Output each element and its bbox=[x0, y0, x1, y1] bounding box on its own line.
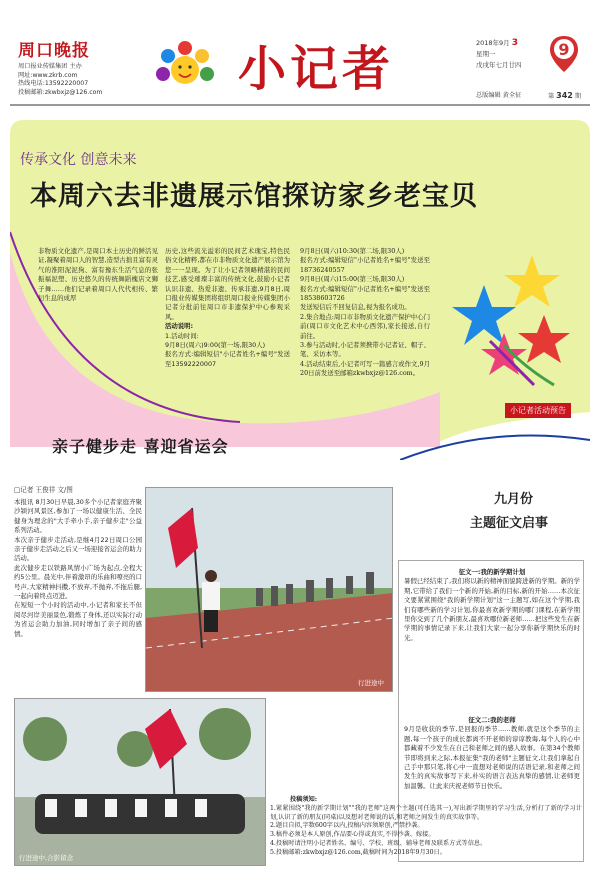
publisher: 周口报业传媒集团 主办 bbox=[18, 63, 82, 70]
signup-note: 发送短信后不回复信息,视为报名成功。 bbox=[300, 303, 411, 312]
essay-rule-1: 1.紧紧围绕"我的新学期计划""我的老师"这两个主题(可任选其一),写出新学期里的学习生活,分析打了新的学习计划,认识了新的朋友(同桌)以及想对老师说的话,和老师之间发生的真实故事等。 bbox=[270, 804, 582, 821]
essay-rule-3: 3.稿件必须是本人原创,作品要心得或真实,不得抄袭、嫁接。 bbox=[270, 831, 435, 839]
date-year-month: 2018年9月 bbox=[476, 39, 510, 47]
session-3: 9月8日(周六)15:00(第三场,限30人) bbox=[300, 275, 405, 284]
activity-time-label: 1.活动时间: bbox=[165, 331, 199, 340]
issue-suffix: 期 bbox=[574, 93, 582, 100]
top-headline: 本周六去非遗展示馆探访家乡老宝贝 bbox=[30, 181, 478, 212]
masthead-left bbox=[18, 36, 148, 97]
top-story-col1: 非物质文化遗产,是周口本土历史的鲜活见证,凝聚着周口人的智慧,造型古拙且富有灵气的淮阳泥泥狗、富有豫东生活气息的张振福泥塑、历史悠久的传统舞蹈槐店文狮子舞……他们记录着周口人代代相传、繁衍生息的成厚 bbox=[38, 247, 158, 303]
essay-rule-2: 2.题目自拟,字数600字以内,投稿内容须原创,严禁抄袭。 bbox=[270, 822, 424, 830]
walk-body bbox=[14, 498, 142, 639]
walk-photo-1 bbox=[145, 487, 393, 692]
page-badge-icon bbox=[548, 34, 580, 74]
essay-rule-4: 4.投稿时请注明小记者姓名、编号、学校、班级、辅导老师及联系方式等信息。 bbox=[270, 839, 487, 847]
editor: 总版编辑 黄全征 bbox=[476, 92, 522, 99]
essay-topic-1-title: 征文一:我的新学期计划 bbox=[458, 568, 526, 576]
section-title: 小记者 bbox=[238, 41, 395, 97]
walk-para-1: 本报讯 8月30日早晨,30多个小记者家庭齐聚沙颍河风景区,参加了一场以健康生活、全民健身为理念的"大手牵小手,亲子健步走"公益系列活动。 bbox=[14, 498, 142, 535]
essay-topic-2-title: 征文二:我的老师 bbox=[468, 716, 516, 724]
bring-items: 3.参与活动时,小记者须携带小记者证、帽子、笔、采访本等。 bbox=[300, 341, 430, 359]
essay-topic-1-body: 暑假已经结束了,我们将以新的精神面貌跨进新的学期。新的学期,它带给了我们一个新的开始,新的目标,新的开始……本次征文要紧紧围绕"我的新学期计划"这一主题写,如在这个学期,我们有哪些新的学习计划,你最喜欢新学期的哪门课程,在新学期里你交到了几个新朋友,最喜欢哪位新老师……把这些发生在新学期的事情记录下来,让我们大家一起分享你新学期快乐的时光。 bbox=[404, 577, 580, 642]
top-kicker: 传承文化 创意未来 bbox=[20, 152, 137, 168]
paper-logo: 周口晚报 bbox=[18, 41, 90, 61]
issue-number: 342 bbox=[556, 91, 573, 100]
header-divider bbox=[10, 104, 590, 106]
top-story-col2-text: 历史,这些流光溢彩的民间艺术瑰宝,特色民俗文化精粹,都在市非物质文化遗产展示馆为您一一呈现。为了让小记者领略精湛的民间技艺,感受璀璨丰富的传统文化,鼓励小记者认识非遗、热爱非遗、传承非遗,9月8日,周口报业传媒集团将组织周口报业传媒集团小记者分批前往周口市非遗保护中心参观采风。 bbox=[165, 247, 290, 321]
stars-icon bbox=[444, 245, 582, 395]
email: 投稿邮箱:zkwbxjz@126.com bbox=[18, 88, 103, 96]
walk-para-4: 在短短一个小时的活动中,小记者和家长不但阅尽河岸美丽景色,锻炼了身体,还以实际行动为省运会助力加油,同时增加了亲子间的感情。 bbox=[14, 601, 142, 638]
website: 网址:www.zkrb.com bbox=[18, 71, 78, 79]
walk-photo-2 bbox=[14, 698, 266, 866]
essay-header-1: 九月份 bbox=[494, 492, 534, 507]
session-2: 9月8日(周六)10:30(第二场,限30人) bbox=[300, 247, 405, 255]
photo-2-caption: 行进途中,合影留念 bbox=[19, 854, 74, 862]
photo-1-caption: 行进途中 bbox=[358, 679, 384, 687]
activity-time: 9月8日(周六)9:00(第一场,限30人) bbox=[165, 341, 266, 350]
essay-header-2: 主题征文启事 bbox=[470, 516, 549, 531]
essay-rules-title: 投稿须知: bbox=[290, 796, 318, 803]
date-day: 3 bbox=[511, 38, 519, 48]
essay-rule-5: 5.投稿邮箱:zkwbxjz@126.com,截稿时间为2018年9月30日。 bbox=[270, 848, 446, 856]
walk-byline: □记者 王俊祥 文/图 bbox=[14, 486, 73, 494]
essay-topic-2 bbox=[404, 716, 580, 791]
walk-para-3: 此次健步走以铁路风情小广场为起点,全程大约5公里。晨光中,伴着激昂的乐曲和嘹亮的口号声,大家精神抖擞,不放弃,不抛弃,不拖后腿,一起向着终点迈进。 bbox=[14, 563, 142, 601]
page-number: 9 bbox=[558, 40, 570, 59]
signup-info: 报名方式:编辑短信"小记者姓名+编号"发送至13592220007 bbox=[165, 350, 290, 368]
activity-tag: 小记者活动预告 bbox=[505, 403, 571, 418]
editor-line bbox=[476, 92, 546, 101]
issue-line bbox=[548, 92, 588, 102]
issue-prefix: 第 bbox=[548, 93, 555, 100]
essay-rules bbox=[270, 796, 582, 858]
walk-headline: 亲子健步走 喜迎省运会 bbox=[52, 437, 229, 456]
weekday: 星期一 bbox=[476, 50, 496, 58]
meeting-place: 2.集合地点:周口市非物质文化遗产保护中心门前(周口市文化艺术中心西邻),家长接送,自行前往。 bbox=[300, 312, 430, 340]
essay-after: 4.活动结束后,小记者可写一篇感言或作文,9月20日前发送至邮箱zkwbxjz@126.com。 bbox=[300, 359, 430, 378]
essay-topic-1 bbox=[404, 568, 580, 643]
session-3-signup: 报名方式:编辑短信"小记者姓名+编号"发送至18538603726 bbox=[300, 284, 430, 303]
top-story-col2 bbox=[165, 247, 290, 369]
essay-topic-2-body: 9月是收获的季节,是回报的季节……教师,就是这个季节的主题,每一个孩子的成长都离不开老师的谆谆教诲,每个人的心中都藏着不少发生在自己和老师之间的感人故事。在第34个教师节即将到来之际,本报征集"我的老师"主题征文,让我们拿起自己手中那只笔,将心中一直想对老师说的话语记录,和老师之间发生的真实故事写下来,朴实的语言表达真挚的感情,让老师更加温馨。让此来庆祝老师节日快乐。 bbox=[404, 725, 580, 790]
lunar-date: 戊戌年七月廿四 bbox=[476, 61, 522, 69]
activity-label: 活动说明: bbox=[165, 322, 194, 331]
hotline: 热线电话:13592220007 bbox=[18, 80, 89, 88]
essay-wave bbox=[400, 430, 590, 460]
sun-logo-icon bbox=[155, 40, 235, 90]
session-2-signup: 报名方式:编辑短信"小记者姓名+编号"发送至18736240557 bbox=[300, 256, 430, 274]
walk-para-2: 本次亲子健步走活动,是继4月22日周口公园亲子健步走活动之后又一场迎接省运会的助力活动。 bbox=[14, 535, 142, 563]
top-story-col3 bbox=[300, 247, 430, 379]
